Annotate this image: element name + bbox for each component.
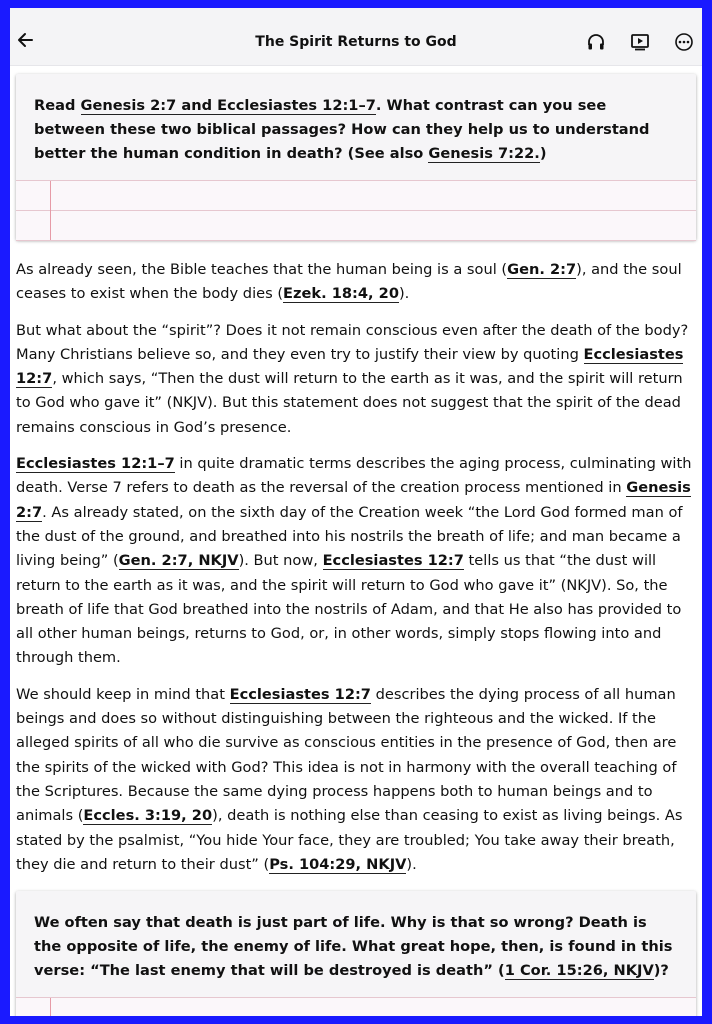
paragraph-2 [16, 319, 696, 440]
scripture-link[interactable]: Genesis 2:7 [16, 479, 691, 521]
lesson-body [16, 258, 696, 877]
scripture-link[interactable]: Ps. 104:29, NKJV [269, 855, 407, 873]
scripture-link[interactable]: Gen. 2:7 [507, 261, 577, 278]
scripture-link[interactable]: Genesis 7:22. [428, 145, 540, 162]
question-text: We often say that death is just part of life. Why is that so wrong? Death is the opposite of life, the enemy of life. What great hope, then, is found in this verse: “The last enemy that will be destroyed is death” ( [34, 914, 673, 980]
answer-line [16, 998, 696, 1016]
paragraph-text: ), death is nothing else than ceasing to exist as living beings. As stated by the psalmist, “You hide Your face, they are troubled; You take away their breath, they die and return to their dust” ( [16, 807, 683, 873]
scripture-link[interactable]: 1 Cor. 15:26, NKJV [504, 962, 654, 980]
paragraph-text: describes the dying process of all human beings and does so without distinguishing between the righteous and the wicked. If the alleged spirits of all who die survive as conscious entities in the presence of God, then are the spirits of the wicked with God? This idea is not in harmony with the overall teaching of the Scriptures. Because the same dying process happens both to human beings and to animals ( [16, 685, 677, 825]
question-text: . What contrast can you see between these two biblical passages? How can they help us to understand better the human condition in death? (See also [34, 97, 650, 162]
paragraph-4 [16, 683, 696, 877]
app-window [10, 8, 702, 1016]
scripture-link[interactable]: Gen. 2:7, NKJV [118, 552, 239, 570]
answer-field-2[interactable] [16, 997, 696, 1016]
paragraph-text: ), and the soul ceases to exist when the body dies ( [16, 261, 682, 303]
more-options-icon[interactable] [674, 32, 694, 52]
scripture-link[interactable]: Eccles. 3:19, 20 [83, 807, 213, 825]
paragraph-text: , which says, “Then the dust will return to the earth as it was, and the spirit will return to God who gave it” (NKJV). But this statement does not suggest that the spirit of the dead remains conscious in God’s presence. [16, 370, 683, 436]
top-bar [10, 8, 702, 66]
paragraph-3 [16, 452, 696, 671]
question-text: Read [34, 97, 81, 114]
scripture-link[interactable]: Ecclesiastes 12:7 [16, 345, 684, 388]
question-text: ) [539, 145, 547, 162]
answer-field-1[interactable] [16, 180, 696, 240]
play-video-icon[interactable] [630, 32, 650, 52]
page-title: The Spirit Returns to God [255, 34, 457, 50]
paragraph-text: We should keep in mind that [16, 685, 230, 703]
question-text-2 [16, 891, 696, 997]
scripture-link[interactable]: Ecclesiastes 12:1–7 [16, 455, 175, 473]
lesson-content [10, 74, 702, 1016]
scripture-link[interactable]: Ecclesiastes 12:7 [229, 685, 371, 703]
question-text-1 [16, 74, 696, 180]
toolbar-actions [586, 32, 694, 52]
paragraph-text: . As already stated, on the sixth day of the Creation week “the Lord God formed man of the dust of the ground, and breathed into his nostrils the breath of life; and man became a living being” ( [16, 503, 683, 570]
question-text: )? [653, 962, 669, 980]
headphones-icon[interactable] [586, 32, 606, 52]
question-box-1 [16, 74, 696, 240]
paragraph-text: As already seen, the Bible teaches that the human being is a soul ( [16, 261, 508, 278]
answer-line [16, 211, 696, 241]
paragraph-text: tells us that “the dust will return to the earth as it was, and the spirit will return to God who gave it” (NKJV). So, the breath of life that God breathed into the nostrils of Adam, and that He also has provided to all other human beings, returns to God, or, in other words, simply stops flowing into and through them. [16, 552, 682, 667]
paragraph-text: in quite dramatic terms describes the aging process, culminating with death. Verse 7 refers to death as the reversal of the creation process mentioned in [16, 455, 692, 497]
paragraph-text: ). [398, 285, 410, 303]
paragraph-text: ). But now, [238, 552, 323, 570]
scripture-link[interactable]: Genesis 2:7 and Ecclesiastes 12:1–7 [80, 97, 376, 114]
answer-line [16, 181, 696, 211]
paragraph-text: ). [406, 855, 417, 873]
paragraph-1 [16, 258, 696, 307]
answer-margin-line [50, 998, 51, 1016]
scripture-link[interactable]: Ecclesiastes 12:7 [322, 552, 464, 570]
answer-margin-line [50, 181, 51, 240]
question-box-2 [16, 891, 696, 1016]
scripture-link[interactable]: Ezek. 18:4, 20 [283, 285, 399, 303]
paragraph-text: But what about the “spirit”? Does it not remain conscious even after the death of the body? Many Christians believe so, and they even try to justify their view by quoting [16, 321, 689, 363]
